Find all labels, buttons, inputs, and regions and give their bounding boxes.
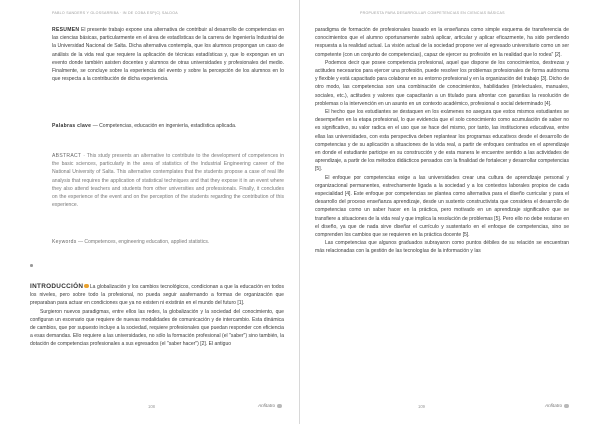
right-page-number: 109 bbox=[418, 404, 425, 409]
intro-paragraph-1 bbox=[30, 283, 284, 308]
resumen-label: RESUMEN bbox=[52, 27, 80, 33]
right-running-head: PROPUESTA PARA DESARROLLAR COMPETENCIAS EN CIENCIAS BÁSICAS bbox=[360, 11, 505, 15]
resumen-text: El presente trabajo expone una alternativa de contribuir al desarrollo de competencias en las ciencias básicas, particularmente en el área de estadísticas de la carrera de Ingeniería Industrial de la Universidad Nacional de Salta. Dicha alternativa contempla, que los alumnos propongan un caso de análisis de la vida real que requiere la aplicación de técnicas estadísticas y, que lo expongan en un evento donde también asisten docentes y alumnos de otras universidades y profesionales del medio. Finalmente, se concluye sobre la experiencia del evento y sobre la percepción de los alumnos en lo que respecta a la contribución de dicha experiencia. bbox=[52, 27, 284, 83]
right-paragraph-5: Las competencias que algunos graduados subrayaron como puntos débiles de su relación se encuentran más relacionadas con la gestión de las tecnologías de la información y las bbox=[315, 240, 569, 255]
left-brand-text: Anfitatro bbox=[258, 403, 276, 408]
brand-logo-icon bbox=[564, 404, 569, 409]
resumen-paragraph bbox=[52, 26, 284, 83]
left-footer-brand bbox=[258, 403, 282, 408]
right-footer-brand bbox=[545, 403, 569, 408]
abstract-block bbox=[52, 152, 284, 209]
keywords-text: — Competences, engineering education, applied statistics. bbox=[77, 239, 210, 245]
intro-paragraph-2: Surgieron nuevos paradigmas, entre ellos las redes, la globalización y la sociedad del conocimiento, que configuran un escenario que requiere de nuevas modalidades de comunicación y de intercambio. Esta dinámica de cambios, que por supuesto incluye a la sociedad, requiere profesionales que puedan responder con eficiencia a esas demandas. Ello requiere a las universidades, no sólo la formación profesional (el "saber") sino también, la dotación de competencias profesionales a sus egresados (el "saber hacer") [2]. El antiguo bbox=[30, 308, 284, 348]
section-separator-dot bbox=[30, 264, 33, 267]
introduccion-heading: INTRODUCCIÓN bbox=[30, 283, 84, 290]
resumen-block bbox=[52, 26, 284, 83]
orange-bullet-icon bbox=[84, 284, 89, 289]
right-body bbox=[315, 26, 569, 256]
palabras-clave-label: Palabras clave bbox=[52, 123, 92, 129]
right-paragraph-3: El hecho que los estudiantes se destaquen en los exámenes no asegura que estos mismos estudiantes se desempeñen en la etapa profesional, lo que evidencia que el solo conocimiento como acumulación de saber no es significativo, su valor radica en el uso que se hace del mismo, por tanto, las instituciones educativas, entre ellas las universidades, con esta perspectiva deben replantear los programas educativos desde el desarrollo de competencias y de su aplicación a situaciones de la vida real, a partir de enfoques centrados en el aprendizaje en donde el estudiante participe en su construcción y de esta manera le encuentre sentido a las actividades de aprendizaje, a partir de los métodos didácticos pensados con la finalidad de fortalecer y desarrollar competencias [5]. bbox=[315, 109, 569, 173]
brand-logo-icon bbox=[277, 404, 282, 409]
right-page bbox=[300, 0, 600, 424]
intro-text-1: La globalización y los cambios tecnológicos, condicionan a que la educación en todos los niveles, pero sobre todo la profesional, no pueda seguir asafernando a formas de organización que preparaban para actuar en condiciones que ya no existen ni existirán en el mundo del futuro [1]. bbox=[30, 284, 284, 307]
introduccion-block bbox=[30, 283, 284, 349]
abstract-label: ABSTRACT bbox=[52, 153, 82, 159]
keywords-label: Keywords bbox=[52, 239, 77, 245]
right-paragraph-1: paradigma de formación de profesionales basado en la enseñanza como simple esquema de transferencia de conocimientos que el alumno oportunamente sabrá aplicar, articular y aplicar eficazmente, ha sido perdiendo respuesta a la realidad actual. La visión actual de la sociedad propone ver al egresado universitario como un ser competente (con un conjunto de competencias), capaz de ejercer su profesión en la realidad que lo rodea" [2]. bbox=[315, 27, 569, 58]
left-running-head: PABLO SANDERS Y GLOSSARRIBA · IN DE COBA ESP(C) SALDOA bbox=[52, 11, 178, 15]
right-brand-text: Anfitatro bbox=[545, 403, 563, 408]
keywords-block bbox=[52, 238, 284, 246]
abstract-text: · This study presents an alternative to contribute to the development of competences in the basic sciences, particularly in the area of statistics of the Industrial Engineering career of the National University of Salta. This alternative contemplates that the students propose a case of real life analysis that requires the application of statistical techniques and that they expose it in an event where they also attend teachers and students from other universities and professionals. Finally, it concludes on the experience of the event and on the perception of the students regarding the contribution of this experience. bbox=[52, 153, 284, 209]
right-paragraph-2: Podemos decir que posee competencia profesional, aquel que dispone de los conocimientos, destrezas y actitudes necesarios para ejercer una profesión, puede resolver los problemas profesionales de forma autónoma y flexible y está capacitado para colaborar en su entorno profesional y en la organización del trabajo [3]. Dicho de otro modo, las competencias son una combinación de conocimientos, habilidades (intelectuales, manuales, sociales, etc.), actitudes y valores que capacitarán a un titulado para afrontar con garantías la resolución de problemas o la intervención en un asunto en un contexto académico, profesional o social determinado [4]. bbox=[315, 59, 569, 107]
palabras-clave-text: — Competencias, educación en ingeniería, estadística aplicada. bbox=[92, 123, 237, 129]
left-page-number: 108 bbox=[148, 404, 155, 409]
palabras-clave-block bbox=[52, 122, 284, 130]
right-paragraph-4: El enfoque por competencias exige a las universidades crear una cultura de aprendizaje personal y organizacional permanentes, estrechamente ligada a la sociedad y a los contextos laborales propios de cada especialidad [4]. Este enfoque por competencias se plantea como alternativa para el diseño curricular y para el desarrollo del proceso enseñanza aprendizaje, desde un sustento constructivista que considera el desarrollo de competencias como un saber hacer en la práctica, pero motivado en un aprendizaje significativo que se transfiere a situaciones de la vida real y que implica la resolución de problemas [5]. Pero ello no debe restarse en el diseño, ya que de nada sirve diseñar el currículo y sustentarlo en el enfoque de competencias, sino se comprenden los cambios que se requieren en la práctica docente [5]. bbox=[315, 174, 569, 239]
